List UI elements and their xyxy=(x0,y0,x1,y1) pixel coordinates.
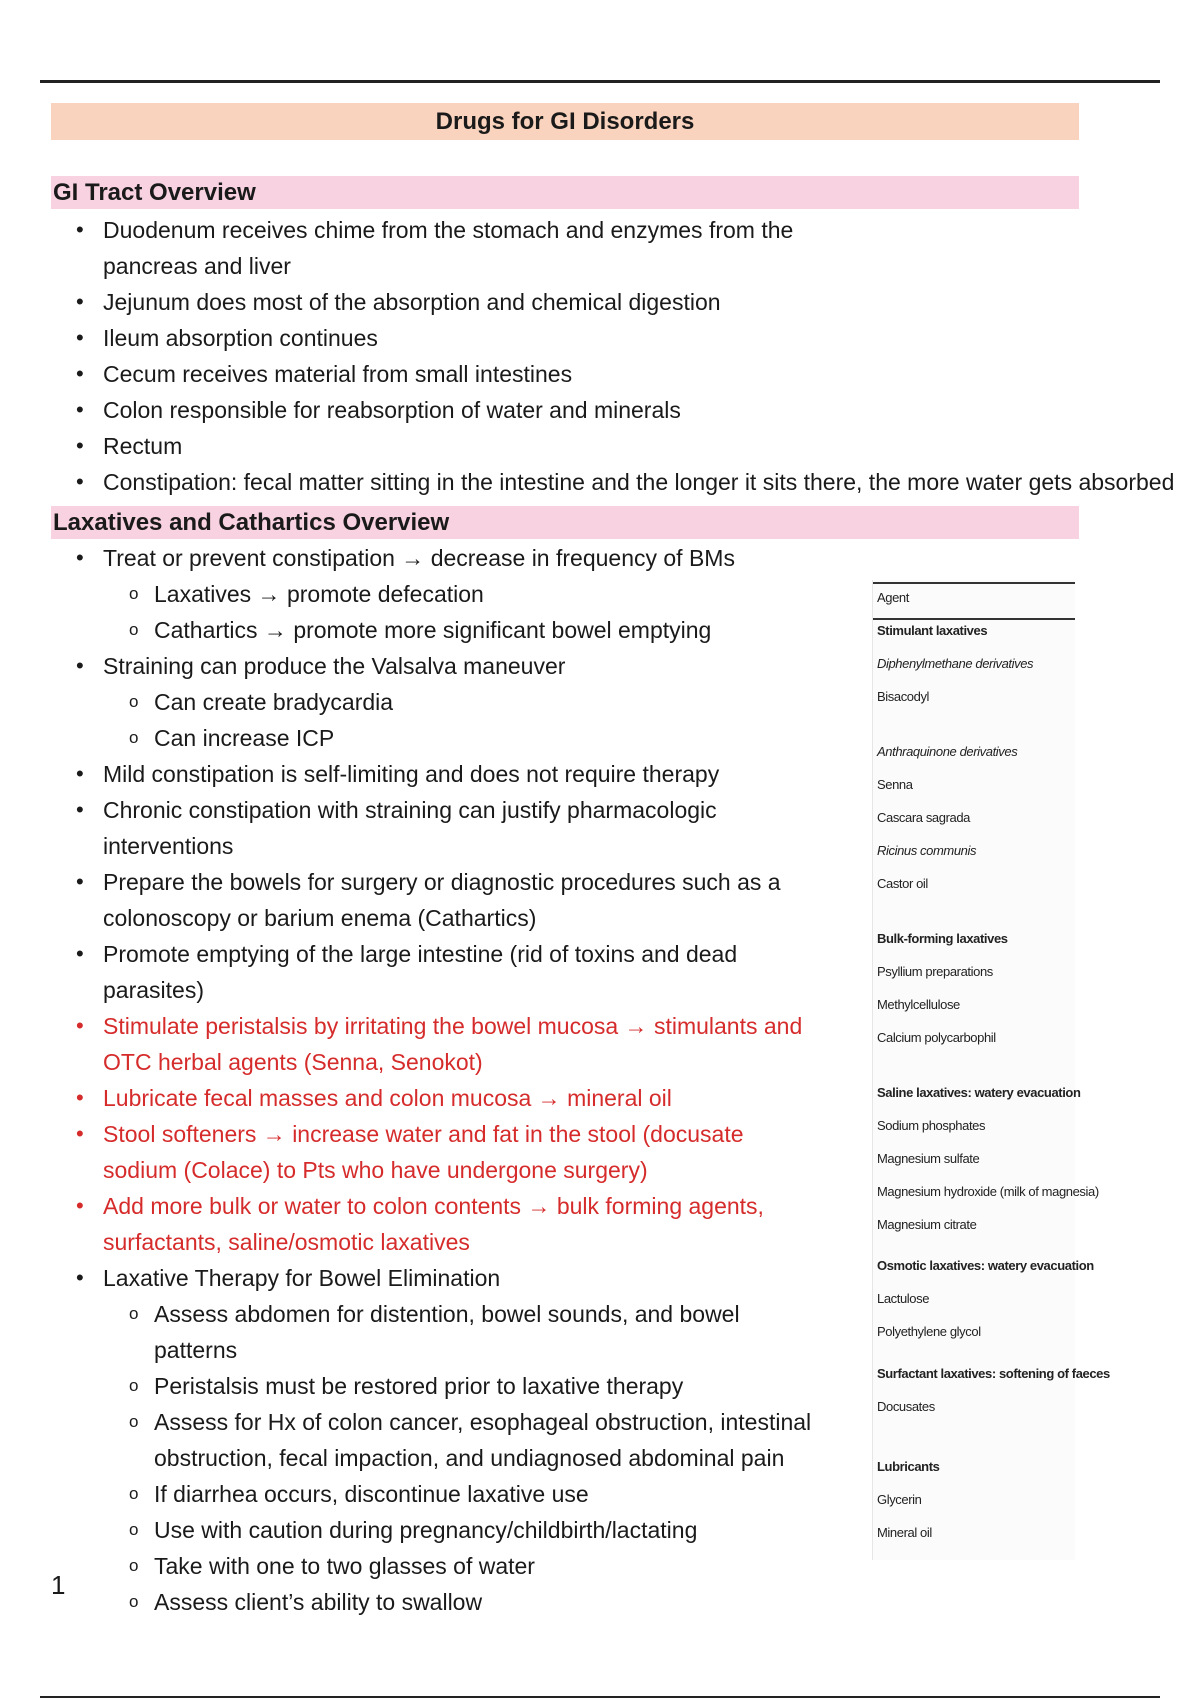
list-item-text: Straining can produce the Valsalva maneuver xyxy=(103,653,566,679)
sub-list xyxy=(103,684,820,756)
table-row: Senna xyxy=(877,777,913,792)
table-row: Magnesium citrate xyxy=(877,1217,977,1232)
table-row: Glycerin xyxy=(877,1492,922,1507)
table-row: Lactulose xyxy=(877,1291,930,1306)
section-heading-laxatives xyxy=(51,506,1079,539)
list-item-highlighted: • Add more bulk or water to colon contents → bulk forming agents, surfactants, saline/osmotic laxatives xyxy=(0,1188,820,1260)
table-row: Docusates xyxy=(877,1399,935,1414)
table-header: Agent xyxy=(877,590,909,605)
sub-list-item: o Use with caution during pregnancy/childbirth/lactating xyxy=(103,1512,820,1548)
list-item: • Rectum xyxy=(0,428,820,464)
list-item xyxy=(0,648,820,756)
sub-list-item: o Take with one to two glasses of water xyxy=(103,1548,820,1584)
table-row: Polyethylene glycol xyxy=(877,1324,981,1339)
table-row: Mineral oil xyxy=(877,1525,932,1540)
list-item-highlighted: • Stimulate peristalsis by irritating the bowel mucosa → stimulants and OTC herbal agents (Senna, Senokot) xyxy=(0,1008,820,1080)
sub-list-item: o If diarrhea occurs, discontinue laxative use xyxy=(103,1476,820,1512)
table-row: Diphenylmethane derivatives xyxy=(877,656,1034,671)
table-row: Castor oil xyxy=(877,876,928,891)
list-item-highlighted: • Lubricate fecal masses and colon mucosa → mineral oil xyxy=(0,1080,820,1116)
list-item: • Chronic constipation with straining can justify pharmacologic interventions xyxy=(0,792,820,864)
sub-list xyxy=(103,576,820,648)
table-row: Bisacodyl xyxy=(877,689,930,704)
list-item: • Ileum absorption continues xyxy=(0,320,820,356)
table-top-rule xyxy=(873,582,1075,584)
table-row: Saline laxatives: watery evacuation xyxy=(877,1085,1081,1100)
document-title: Drugs for GI Disorders xyxy=(51,103,1079,140)
table-row: Calcium polycarbophil xyxy=(877,1030,996,1045)
table-row: Lubricants xyxy=(877,1459,940,1474)
table-header-rule xyxy=(873,618,1075,620)
table-row: Magnesium hydroxide (milk of magnesia) xyxy=(877,1184,1099,1199)
bottom-rule xyxy=(40,1696,1160,1698)
laxatives-list xyxy=(0,540,820,1620)
page-number: 1 xyxy=(51,1570,66,1600)
gi-tract-list xyxy=(0,212,1175,500)
table-row: Psyllium preparations xyxy=(877,964,993,979)
sub-list-item: o Can create bradycardia xyxy=(103,684,820,720)
list-item: • Colon responsible for reabsorption of water and minerals xyxy=(0,392,820,428)
sub-list-item: o Assess abdomen for distention, bowel sounds, and bowel patterns xyxy=(103,1296,820,1368)
sub-list-item: o Laxatives → promote defecation xyxy=(103,576,820,612)
list-item: • Mild constipation is self-limiting and does not require therapy xyxy=(0,756,820,792)
sub-list-item: o Assess for Hx of colon cancer, esophageal obstruction, intestinal obstruction, fecal impaction, and undiagnosed abdominal pain xyxy=(103,1404,820,1476)
sub-list-item: o Assess client’s ability to swallow xyxy=(103,1584,820,1620)
table-row: Stimulant laxatives xyxy=(877,623,988,638)
top-rule xyxy=(40,80,1160,83)
table-row: Methylcellulose xyxy=(877,997,960,1012)
table-row: Magnesium sulfate xyxy=(877,1151,980,1166)
list-item-text: Laxative Therapy for Bowel Elimination xyxy=(103,1265,501,1291)
table-row: Osmotic laxatives: watery evacuation xyxy=(877,1258,1094,1273)
table-row: Bulk-forming laxatives xyxy=(877,931,1008,946)
laxative-agents-table xyxy=(872,580,1110,1560)
table-row: Surfactant laxatives: softening of faeces xyxy=(877,1366,1110,1381)
section-heading-text: Laxatives and Cathartics Overview xyxy=(53,509,450,536)
sub-list-item: o Can increase ICP xyxy=(103,720,820,756)
list-item: • Jejunum does most of the absorption and chemical digestion xyxy=(0,284,820,320)
list-item xyxy=(0,540,820,648)
list-item xyxy=(0,1260,820,1620)
table-row: Anthraquinone derivatives xyxy=(877,744,1018,759)
list-item: • Constipation: fecal matter sitting in the intestine and the longer it sits there, the more water gets absorbed xyxy=(0,464,820,500)
list-item: • Cecum receives material from small intestines xyxy=(0,356,820,392)
list-item: • Prepare the bowels for surgery or diagnostic procedures such as a colonoscopy or barium enema (Cathartics) xyxy=(0,864,820,936)
sub-list xyxy=(103,1296,820,1620)
list-item-highlighted: • Stool softeners → increase water and fat in the stool (docusate sodium (Colace) to Pts who have undergone surgery) xyxy=(0,1116,820,1188)
sub-list-item: o Peristalsis must be restored prior to laxative therapy xyxy=(103,1368,820,1404)
section-heading-text: GI Tract Overview xyxy=(53,179,256,206)
sub-list-item: o Cathartics → promote more significant bowel emptying xyxy=(103,612,820,648)
table-row: Sodium phosphates xyxy=(877,1118,986,1133)
section-heading-gi-tract xyxy=(51,176,1079,209)
list-item: • Duodenum receives chime from the stomach and enzymes from the pancreas and liver xyxy=(0,212,820,284)
table-row: Cascara sagrada xyxy=(877,810,970,825)
list-item: • Promote emptying of the large intestine (rid of toxins and dead parasites) xyxy=(0,936,820,1008)
list-item-text: Treat or prevent constipation → decrease in frequency of BMs xyxy=(103,545,735,571)
table-row: Ricinus communis xyxy=(877,843,977,858)
